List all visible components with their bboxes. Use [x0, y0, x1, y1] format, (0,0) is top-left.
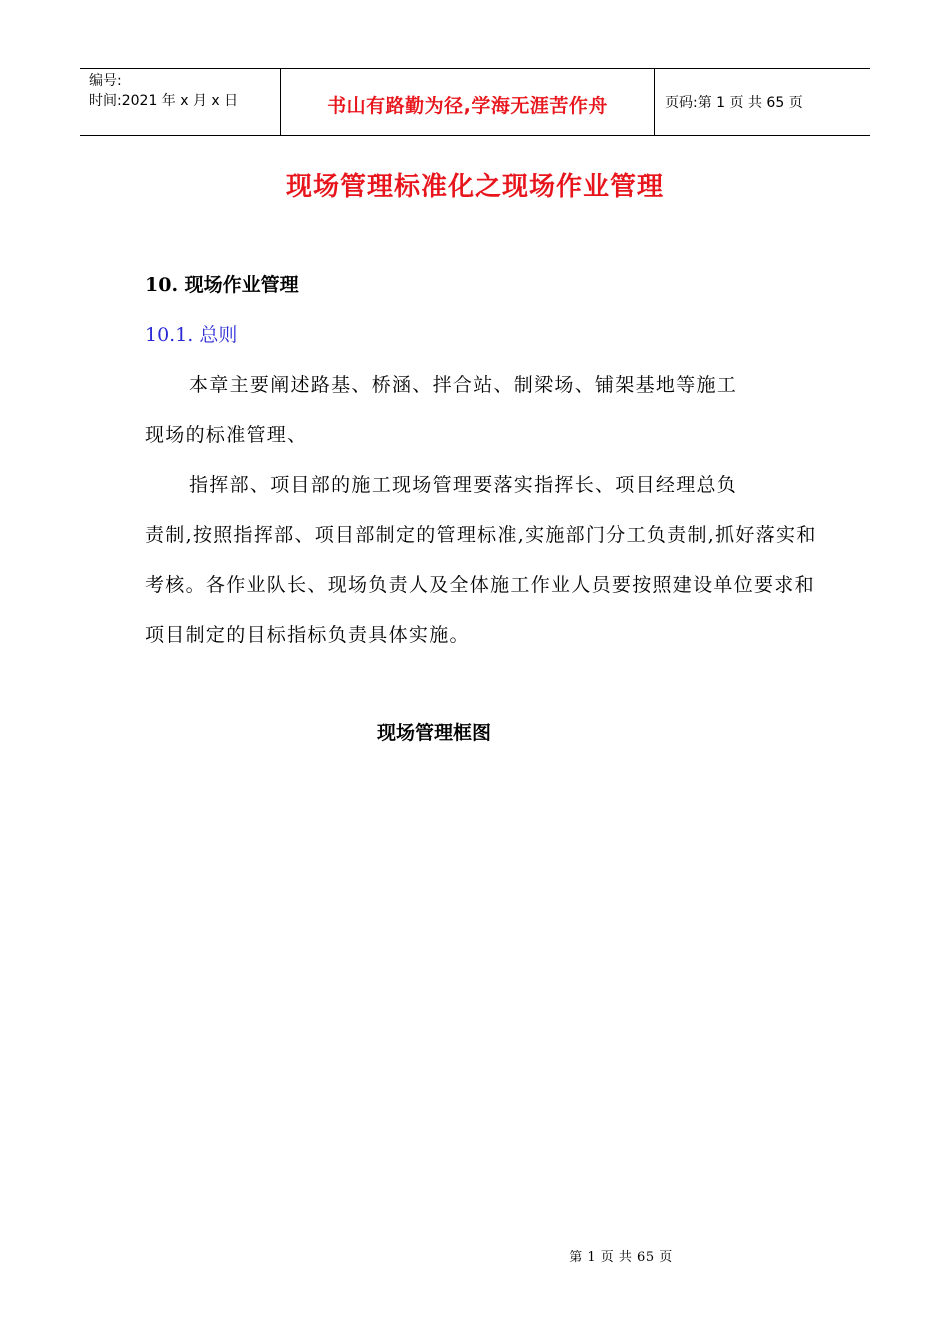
paragraph-2 — [145, 460, 825, 660]
section-heading: 10. 现场作业管理 — [145, 274, 299, 296]
paragraph-1 — [145, 360, 825, 460]
motto-text: 书山有路勤为径,学海无涯苦作舟 — [327, 94, 608, 117]
figure-caption: 现场管理框图 — [376, 722, 491, 744]
header-motto-cell — [281, 69, 655, 135]
paragraph-2-rest: 责制,按照指挥部、项目部制定的管理标准,实施部门分工负责制,抓好落实和考核。各作业队长、现场负责人及全体施工作业人员要按照建设单位要求和项目制定的目标指标负责具体实施。 — [145, 524, 817, 646]
header-meta-cell — [80, 69, 281, 135]
page-footer: 第 1 页 共 65 页 — [569, 1250, 673, 1265]
paragraph-1-first-line: 本章主要阐述路基、桥涵、拌合站、制梁场、铺架基地等施工 — [189, 374, 738, 396]
paragraph-1-rest: 现场的标准管理、 — [145, 424, 308, 446]
header-page-cell — [655, 69, 870, 135]
date-label: 时间:2021 年 x 月 x 日 — [89, 93, 239, 109]
subsection-heading: 10.1. 总则 — [145, 324, 238, 346]
document-title: 现场管理标准化之现场作业管理 — [285, 172, 664, 202]
code-label: 编号: — [89, 73, 122, 89]
paragraph-2-first-line: 指挥部、项目部的施工现场管理要落实指挥长、项目经理总负 — [189, 474, 738, 496]
page-info: 页码:第 1 页 共 65 页 — [665, 95, 803, 111]
header-table — [80, 68, 870, 136]
